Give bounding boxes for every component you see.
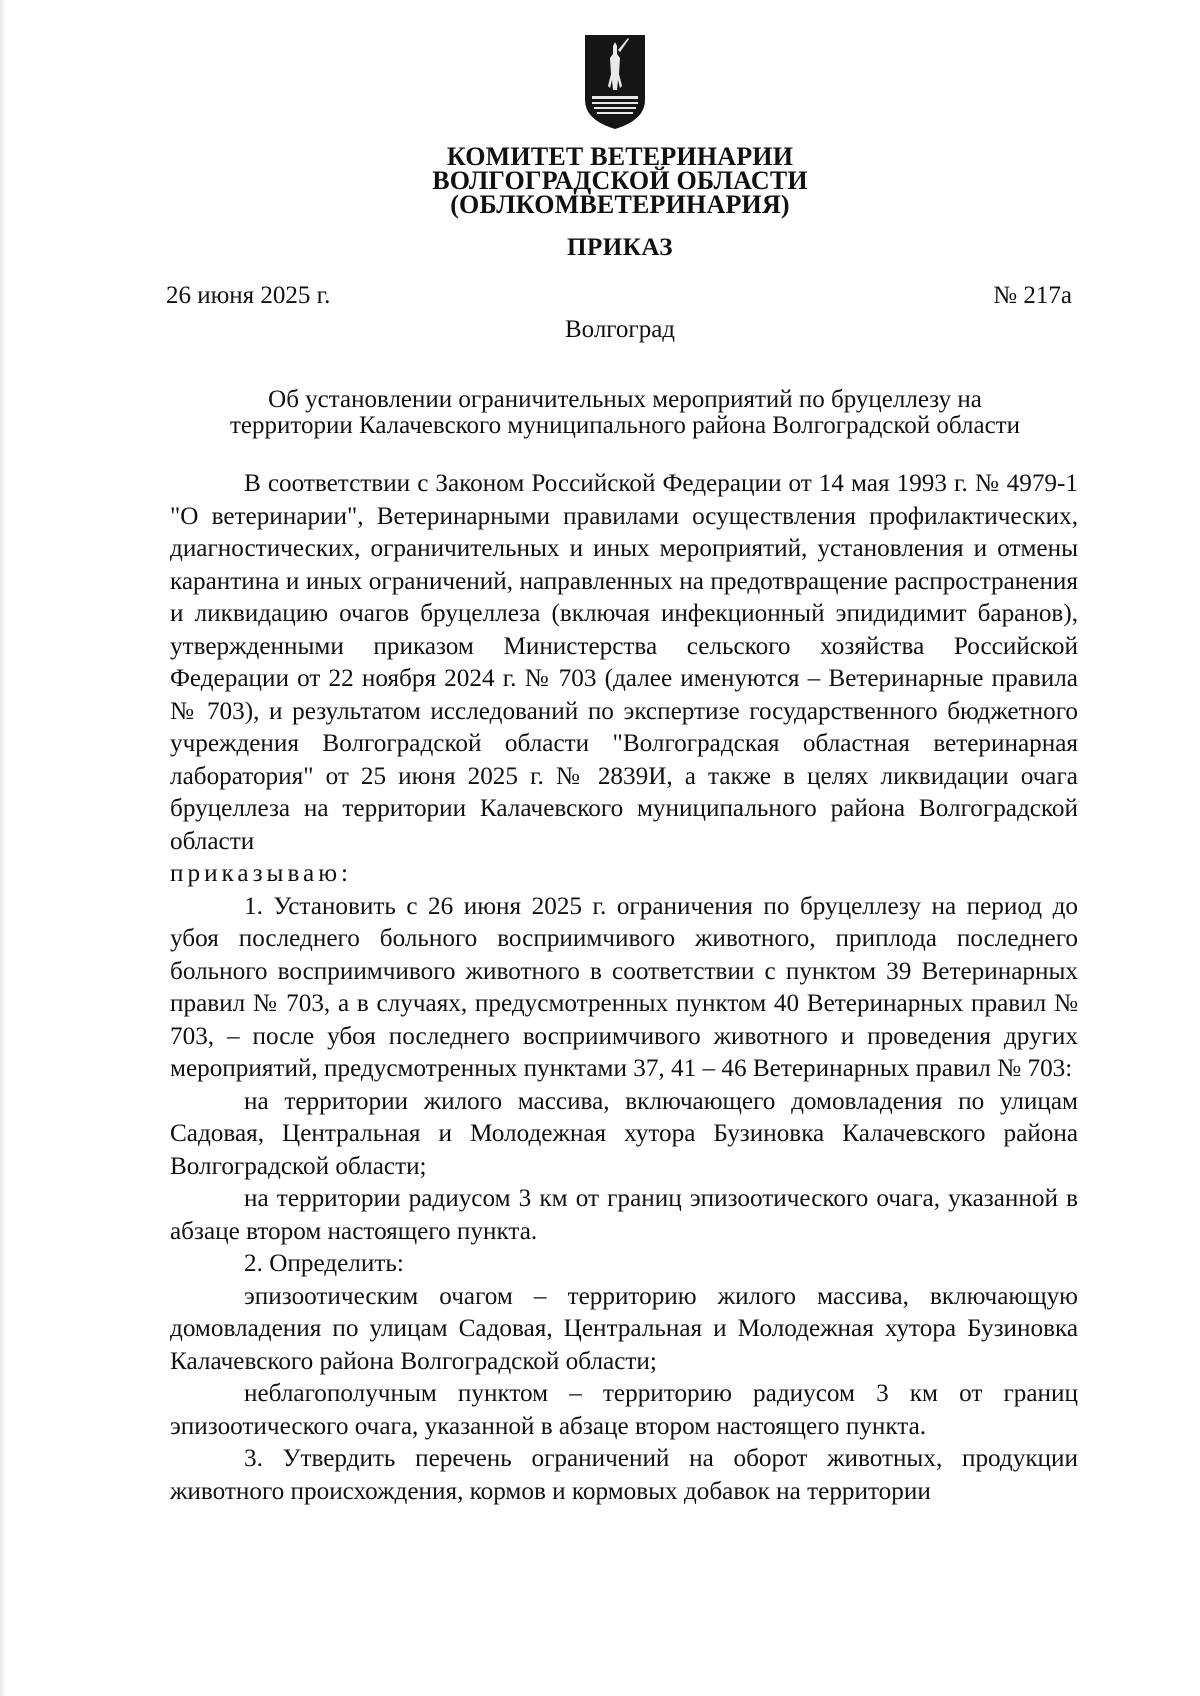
item-2-paragraph: 2. Определить:: [244, 1250, 404, 1277]
document-date: 26 июня 2025 г.: [166, 282, 331, 309]
document-city: Волгоград: [564, 316, 676, 343]
coat-of-arms-emblem: [584, 34, 646, 130]
document-body: [170, 468, 1078, 1508]
document-type-title: ПРИКАЗ: [567, 234, 673, 261]
org-name-line-3: (ОБЛКОМВЕТЕРИНАРИЯ): [450, 190, 790, 219]
org-name-line-2: ВОЛГОГРАДСКОЙ ОБЛАСТИ: [432, 166, 808, 195]
document-number: № 217а: [993, 282, 1072, 309]
item-3-paragraph: 3. Утвердить перечень ограничений на оборот животных, продукции животного происхождения, кормов и кормовых добавок на территории: [170, 1445, 1078, 1505]
item-2-subparagraph-a: эпизоотическим очагом – территорию жилого массива, включающую домовладения по улицам Садовая, Центральная и Молодежная хутора Бузиновка Калачевского района Волгоградской области;: [170, 1282, 1078, 1375]
item-2-subparagraph-b: неблагополучным пунктом – территорию радиусом 3 км от границ эпизоотического очага, указанной в абзаце втором настоящего пункта.: [170, 1380, 1078, 1440]
item-1-subparagraph-b: на территории радиусом 3 км от границ эпизоотического очага, указанной в абзаце втором настоящего пункта.: [170, 1185, 1078, 1245]
org-name-line-1: КОМИТЕТ ВЕТЕРИНАРИИ: [446, 142, 794, 171]
subject-line-1: Об установлении ограничительных мероприятий по бруцеллезу на: [268, 386, 982, 413]
item-1-subparagraph-a: на территории жилого массива, включающего домовладения по улицам Садовая, Центральная и Молодежная хутора Бузиновка Калачевского района Волгоградской области;: [170, 1087, 1078, 1180]
subject-line-2: территории Калачевского муниципального района Волгоградской области: [230, 412, 1020, 439]
order-word: приказываю:: [170, 860, 353, 887]
document-subject: [170, 387, 1080, 439]
item-1-paragraph: 1. Установить с 26 июня 2025 г. ограничения по бруцеллезу на период до убоя последнего больного восприимчивого животного, приплода последнего больного восприимчивого животного в соответствии с пунктом 39 Ветеринарных правил № 703, а в случаях, предусмотренных пунктом 40 Ветеринарных правил № 703, – после убоя последнего восприимчивого животного и проведения других мероприятий, предусмотренных пунктами 37, 41 – 46 Ветеринарных правил № 703:: [170, 892, 1078, 1082]
preamble-paragraph: В соответствии с Законом Российской Федерации от 14 мая 1993 г. № 4979-1 "О ветеринарии", Ветеринарными правилами осуществления профилактических, диагностических, ограничительных и иных мероприятий, установления и отмены карантина и иных ограничений, направленных на предотвращение распространения и ликвидацию очагов бруцеллеза (включая инфекционный эпидидимит баранов), утвержденными приказом Министерства сельского хозяйства Российской Федерации от 22 ноября 2024 г. № 703 (далее именуются – Ветеринарные правила № 703), и результатом исследований по экспертизе государственного бюджетного учреждения Волгоградской области "Волгоградская областная ветеринарная лаборатория" от 25 июня 2025 г. № 2839И, а также в целях ликвидации очага бруцеллеза на территории Калачевского муниципального района Волгоградской области: [170, 470, 1078, 855]
